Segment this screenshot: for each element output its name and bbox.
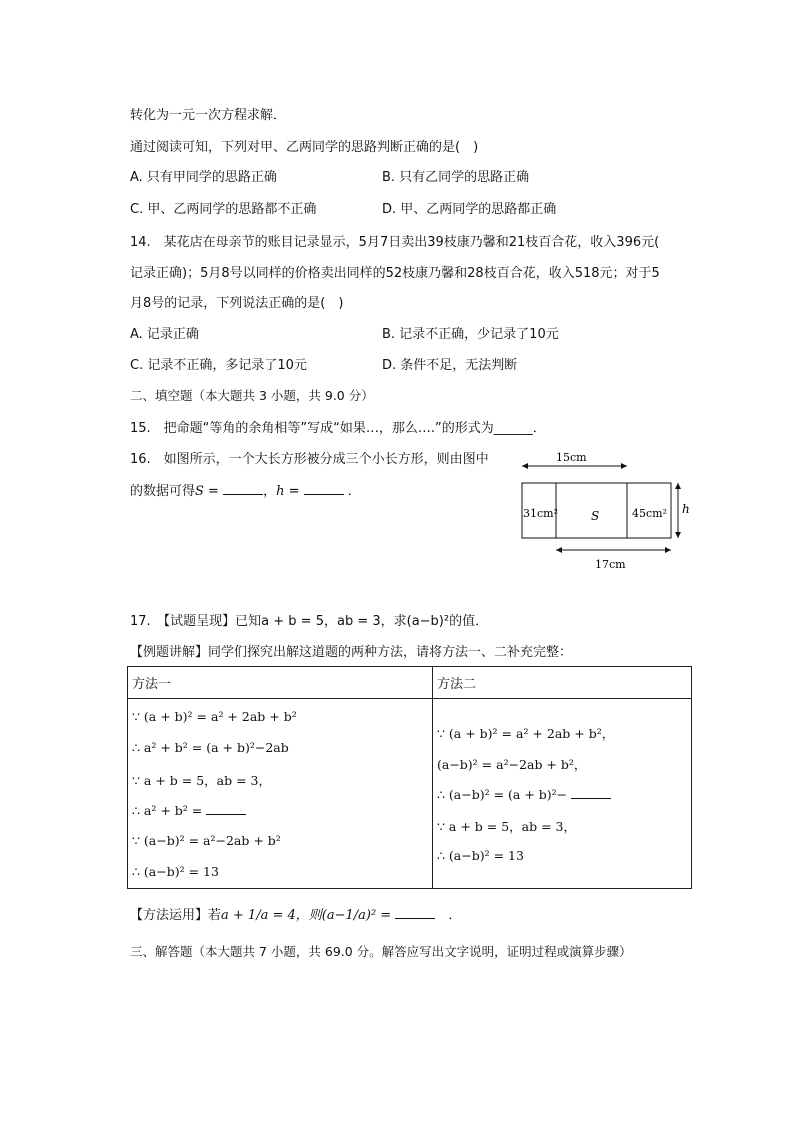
method1-body [128, 699, 433, 889]
method1-blank[interactable] [206, 802, 246, 815]
q16-line-1: 16. 如图所示，一个大长方形被分成三个小长方形，则由图中 [130, 452, 489, 467]
q16-end: ． [347, 484, 361, 499]
q16-sep: ， [263, 484, 277, 499]
bottom-label: 17cm [595, 558, 626, 571]
right-area-label: 45cm² [632, 507, 667, 520]
q16-eq-2: = [284, 484, 304, 499]
method1-row-6: ∴ (a−b)² = 13 [132, 864, 219, 879]
q16-h-var: h [276, 484, 285, 499]
q15-text: 15. 把命题“等角的余角相等”写成“如果…，那么….”的形式为______． [130, 421, 546, 436]
q16-line-2 [130, 480, 361, 499]
method2-body [433, 699, 692, 889]
side-label: h [682, 502, 690, 516]
q13-option-a: A. 只有甲同学的思路正确 [130, 170, 277, 185]
q16-s-var: S [195, 484, 204, 499]
apply-blank[interactable] [395, 906, 435, 919]
method1-row-4: ∴ a² + b² = [132, 802, 246, 818]
method2-header-cell [433, 667, 692, 699]
middle-area-label: S [591, 509, 600, 523]
method2-header: 方法二 [437, 677, 477, 692]
q13-option-d: D. 甲、乙两同学的思路都正确 [382, 202, 557, 217]
q13-continuation: 转化为一元一次方程求解． [130, 108, 287, 123]
method2-row-4: ∵ a + b = 5，ab = 3， [437, 819, 577, 834]
q13-option-c: C. 甲、乙两同学的思路都不正确 [130, 202, 317, 217]
q16-prefix: 的数据可得 [130, 484, 196, 499]
methods-table [127, 666, 692, 889]
section-2-heading: 二、填空题（本大题共 3 小题，共 9.0 分） [130, 388, 374, 403]
q14-line-2: 记录正确)；5月8号以同样的价格卖出同样的52枝康乃馨和28枝百合花，收入518元；对于5 [130, 266, 660, 281]
q16-eq-1: = [203, 484, 224, 499]
q14-option-c: C. 记录不正确，多记录了10元 [130, 358, 307, 373]
method2-blank[interactable] [571, 786, 611, 799]
method1-row-3: ∵ a + b = 5，ab = 3， [132, 773, 272, 788]
method2-row-2: (a−b)² = a²−2ab + b²， [437, 757, 587, 772]
method2-row-5: ∴ (a−b)² = 13 [437, 848, 524, 863]
q17-intro: 【例题讲解】同学们探究出解这道题的两种方法，请将方法一、二补充完整： [130, 645, 573, 660]
method1-header-cell [128, 667, 433, 699]
q14-option-b: B. 记录不正确，少记录了10元 [382, 327, 559, 342]
method1-row-2: ∴ a² + b² = (a + b)²−2ab [132, 740, 289, 755]
left-area-label: 31cm² [523, 507, 558, 520]
q16-blank-s[interactable] [223, 482, 263, 495]
q14-option-d: D. 条件不足，无法判断 [382, 358, 518, 373]
q16-rectangle-figure [516, 446, 696, 576]
apply-end: ． [448, 908, 462, 923]
q13-option-b: B. 只有乙同学的思路正确 [382, 170, 530, 185]
q13-question: 通过阅读可知，下列对甲、乙两同学的思路判断正确的是( ) [130, 140, 479, 155]
q14-line-1: 14. 某花店在母亲节的账目记录显示，5月7日卖出39枝康乃馨和21枝百合花，收入396元( [130, 235, 660, 250]
q17-title: 17. 【试题呈现】已知a + b = 5，ab = 3，求(a−b)²的值． [130, 614, 489, 629]
method2-row-3: ∴ (a−b)² = (a + b)²− [437, 786, 611, 802]
q14-line-3: 月8号的记录，下列说法正确的是( ) [130, 296, 344, 311]
apply-expr: a + 1/a = 4，则(a−1/a)² = [221, 908, 396, 923]
method1-header: 方法一 [132, 677, 172, 692]
method2-row-1: ∵ (a + b)² = a² + 2ab + b²， [437, 726, 615, 741]
apply-prefix: 【方法运用】若 [130, 908, 222, 923]
q16-blank-h[interactable] [304, 482, 344, 495]
method1-row-1: ∵ (a + b)² = a² + 2ab + b² [132, 709, 297, 724]
top-label: 15cm [556, 451, 587, 464]
method1-row-5: ∵ (a−b)² = a²−2ab + b² [132, 833, 281, 848]
q17-apply [130, 904, 461, 923]
section-3-heading: 三、解答题（本大题共 7 小题，共 69.0 分。解答应写出文字说明，证明过程或演算步骤） [130, 944, 632, 959]
q14-option-a: A. 记录正确 [130, 327, 199, 342]
